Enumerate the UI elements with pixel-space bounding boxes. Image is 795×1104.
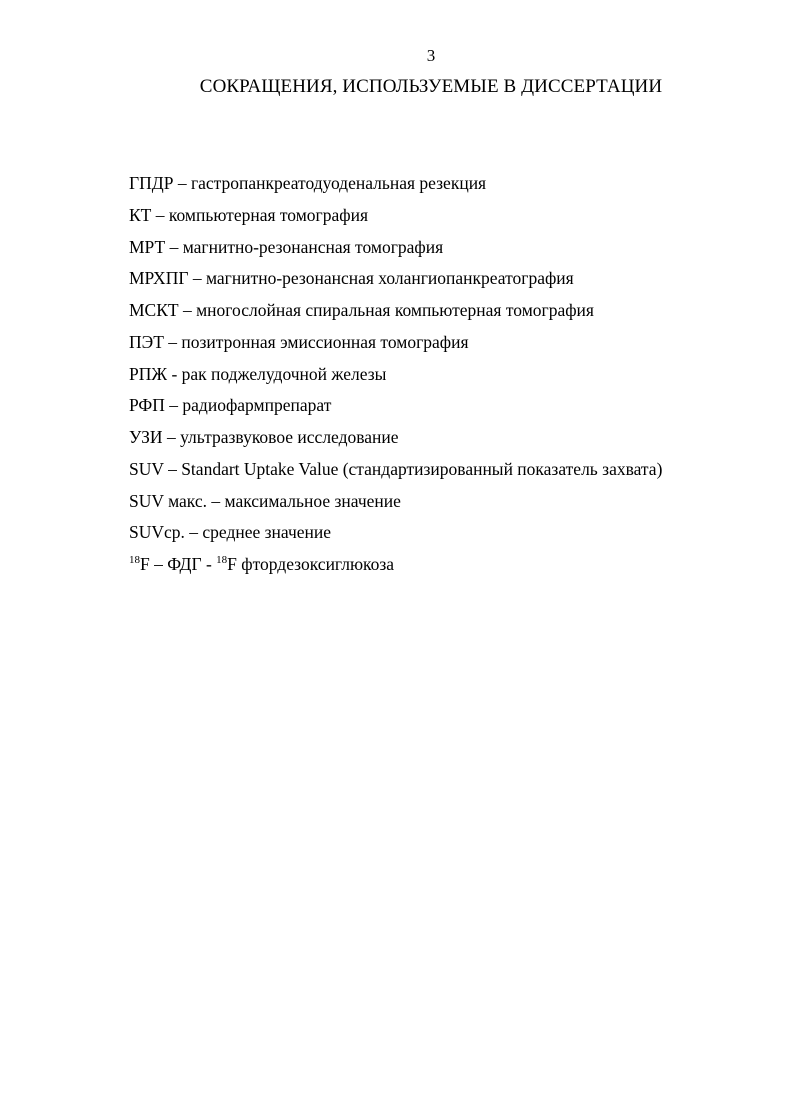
list-item	[129, 393, 662, 425]
list-item	[129, 520, 662, 552]
abbr-term: ПЭТ	[129, 331, 164, 352]
list-item	[129, 298, 662, 330]
abbr-term: ГПДР	[129, 173, 174, 193]
abbr-separator: –	[184, 522, 203, 543]
list-item	[129, 457, 662, 489]
abbr-separator: –	[165, 236, 183, 257]
abbr-definition: среднее значение	[202, 522, 332, 543]
abbr-definition: рак поджелудочной железы	[181, 363, 387, 384]
list-item	[129, 203, 662, 235]
abbr-term: УЗИ	[129, 427, 163, 447]
list-item	[129, 266, 662, 298]
abbr-definition: Standart Uptake Value (стандартизированный показатель захвата)	[181, 458, 663, 479]
abbr-separator: -	[167, 363, 182, 384]
list-item	[129, 362, 662, 394]
abbr-separator: –	[207, 490, 225, 511]
isotope-superscript: 18	[216, 554, 228, 566]
list-item	[129, 171, 662, 203]
page-title: СОКРАЩЕНИЯ, ИСПОЛЬЗУЕМЫЕ В ДИССЕРТАЦИИ	[199, 76, 663, 97]
abbr-term: РФП	[129, 395, 165, 416]
abbr-term: КТ	[129, 204, 152, 225]
abbr-term: SUVср.	[129, 522, 185, 543]
list-item	[129, 330, 662, 362]
list-item	[129, 235, 662, 267]
abbr-term: РПЖ	[129, 363, 168, 384]
abbr-term: МРХПГ	[129, 268, 189, 289]
abbr-separator: –	[162, 427, 181, 447]
abbr-definition: позитронная эмиссионная томография	[181, 331, 469, 352]
abbr-definition: максимальное значение	[224, 490, 401, 511]
abbr-separator: –	[151, 204, 169, 225]
abbr-separator: –	[163, 331, 182, 352]
list-item-fdg	[129, 552, 662, 584]
abbr-term: F – ФДГ	[140, 554, 202, 574]
abbr-term: SUV	[129, 458, 164, 479]
page-number: 3	[426, 46, 436, 65]
abbr-definition: магнитно-резонансная холангиопанкреатография	[205, 268, 574, 289]
isotope-superscript: 18	[129, 554, 140, 566]
abbr-separator: –	[178, 300, 197, 320]
abbr-definition: F фтордезоксиглюкоза	[227, 554, 395, 574]
abbr-separator: –	[188, 268, 206, 289]
list-item	[129, 489, 662, 521]
abbr-separator: –	[163, 458, 182, 479]
abbr-definition: радиофармпрепарат	[182, 395, 332, 416]
abbr-term: МРТ	[129, 236, 166, 257]
abbr-definition: гастропанкреатодуоденальная резекция	[190, 173, 487, 193]
abbreviation-list	[129, 171, 662, 584]
abbr-term: МСКТ	[129, 300, 179, 320]
abbr-definition: магнитно-резонансная томография	[182, 236, 444, 257]
list-item	[129, 425, 662, 457]
abbr-separator: –	[164, 395, 183, 416]
abbr-separator: -	[201, 554, 217, 574]
abbr-definition: многослойная спиральная компьютерная томография	[196, 300, 594, 320]
abbr-definition: ультразвуковое исследование	[180, 427, 399, 447]
abbr-separator: –	[173, 173, 191, 193]
abbr-term: SUV макс.	[129, 490, 207, 511]
abbr-definition: компьютерная томография	[168, 204, 368, 225]
